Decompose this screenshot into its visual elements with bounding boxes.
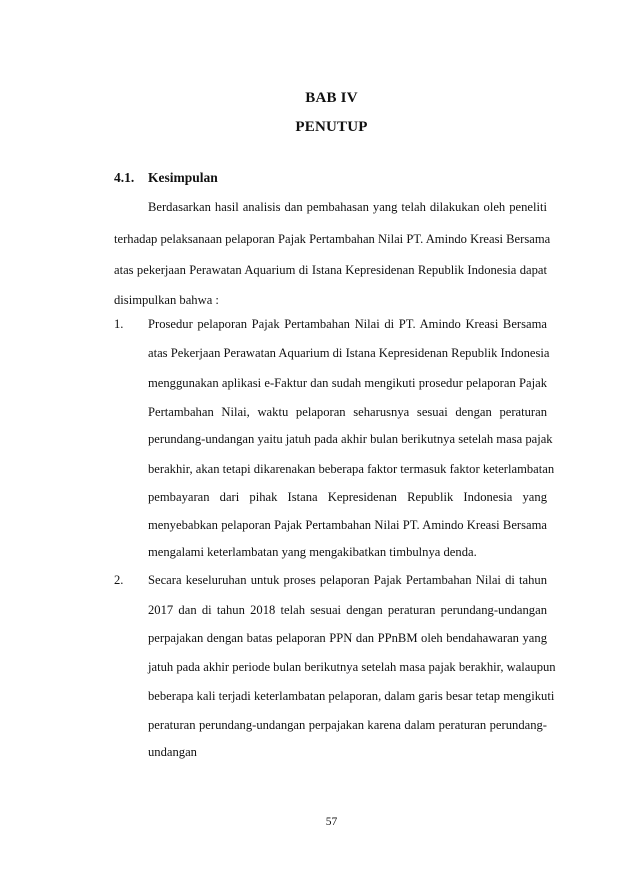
list-item-number: 1. <box>114 317 124 331</box>
intro-line: terhadap pelaksanaan pelaporan Pajak Pertambahan Nilai PT. Amindo Kreasi Bersama <box>114 232 551 246</box>
list-item-line: Secara keseluruhan untuk proses pelaporan Pajak Pertambahan Nilai di tahun <box>148 573 547 587</box>
list-item-line: mengalami keterlambatan yang mengakibatkan timbulnya denda. <box>148 545 477 559</box>
list-item-line: pembayaran dari pihak Istana Kepresidenan Republik Indonesia yang <box>148 490 547 504</box>
list-item-line: Prosedur pelaporan Pajak Pertambahan Nilai di PT. Amindo Kreasi Bersama <box>148 317 547 331</box>
list-item-line: undangan <box>148 745 197 759</box>
section-title: Kesimpulan <box>148 170 218 185</box>
list-item-line: menyebabkan pelaporan Pajak Pertambahan Nilai PT. Amindo Kreasi Bersama <box>148 518 547 532</box>
list-item-line: 2017 dan di tahun 2018 telah sesuai dengan peraturan perundang-undangan <box>148 603 547 617</box>
chapter-label: BAB IV <box>305 90 358 106</box>
intro-line: Berdasarkan hasil analisis dan pembahasan yang telah dilakukan oleh peneliti <box>148 200 547 214</box>
chapter-title: PENUTUP <box>295 119 368 135</box>
intro-line: atas pekerjaan Perawatan Aquarium di Istana Kepresidenan Republik Indonesia dapat <box>114 263 547 277</box>
list-item-line: perpajakan dengan batas pelaporan PPN dan PPnBM oleh bendahawaran yang <box>148 631 547 645</box>
list-item-line: beberapa kali terjadi keterlambatan pelaporan, dalam garis besar tetap mengikuti <box>148 689 555 703</box>
list-item-line: peraturan perundang-undangan perpajakan karena dalam peraturan perundang- <box>148 718 547 732</box>
list-item-line: Pertambahan Nilai, waktu pelaporan seharusnya sesuai dengan peraturan <box>148 405 547 419</box>
section-number: 4.1. <box>114 170 135 185</box>
list-item-line: perundang-undangan yaitu jatuh pada akhir bulan berikutnya setelah masa pajak <box>148 432 553 446</box>
list-item-line: jatuh pada akhir periode bulan berikutnya setelah masa pajak berakhir, walaupun <box>148 660 556 674</box>
page-number: 57 <box>325 816 338 828</box>
list-item-line: berakhir, akan tetapi dikarenakan beberapa faktor termasuk faktor keterlambatan <box>148 462 555 476</box>
list-item-number: 2. <box>114 573 124 587</box>
section-heading <box>114 170 218 186</box>
intro-line: disimpulkan bahwa : <box>114 293 219 307</box>
list-item-line: menggunakan aplikasi e-Faktur dan sudah mengikuti prosedur pelaporan Pajak <box>148 376 547 390</box>
list-item-line: atas Pekerjaan Perawatan Aquarium di Istana Kepresidenan Republik Indonesia <box>148 346 550 360</box>
